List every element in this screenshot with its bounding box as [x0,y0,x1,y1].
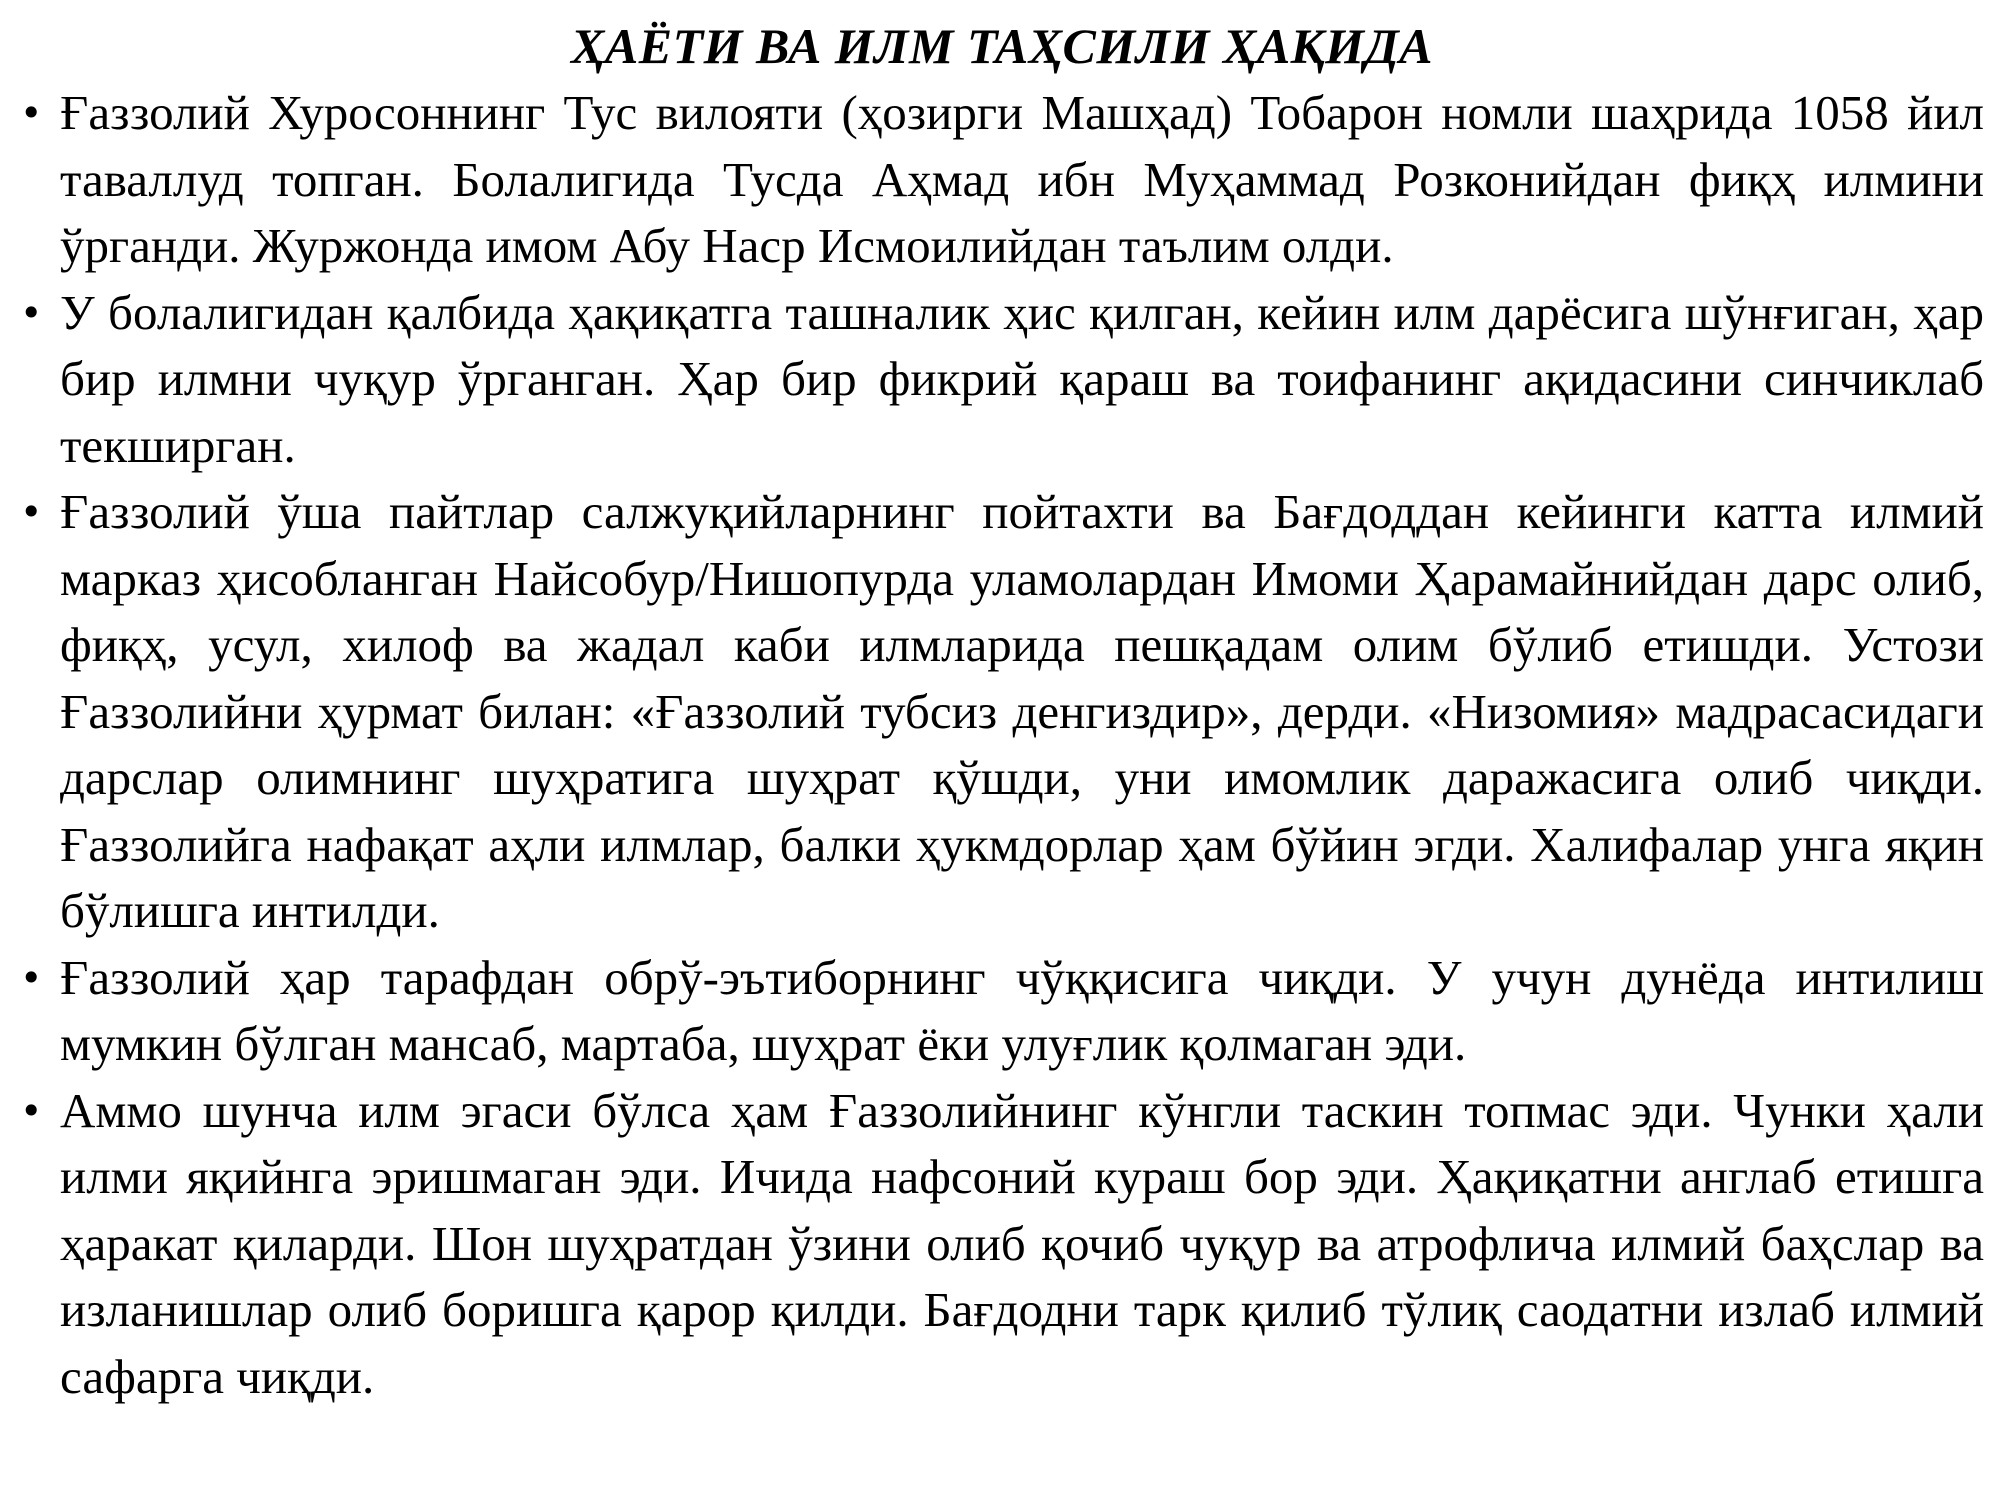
bullet-icon: • [20,955,43,1000]
bullet-icon: • [20,91,43,135]
bullet-item [20,1078,1984,1411]
bullet-icon: • [20,290,43,335]
bullet-item [20,280,1984,480]
bullet-icon: • [20,1088,43,1133]
bullet-text: Аммо шунча илм эгаси бўлса ҳам Ғаззолийнинг кўнгли таскин топмас эди. Чунки ҳали илми яқийнга эришмаган эди. Ичида нафсоний кураш бор эди. Ҳақиқатни англаб етишга ҳаракат қиларди. Шон шуҳратдан ўзини олиб қочиб чуқур ва атрофлича илмий баҳслар ва изланишлар олиб боришга қарор қилди. Бағдодни тарк қилиб тўлиқ саодатни излаб илмий сафарга чиқди. [60,1082,1984,1404]
bullet-item [20,80,1984,280]
bullet-text: Ғаззолий Хуросоннинг Тус вилояти (ҳозирги Машҳад) Тобарон номли шаҳрида 1058 йил таваллуд топган. Болалигида Тусда Аҳмад ибн Муҳаммад Розконийдан фиқҳ илмини ўрганди. Журжонда имом Абу Наср Исмоилийдан таълим олди. [60,85,1984,273]
bullet-item [20,479,1984,945]
bullet-text: Ғаззолий ҳар тарафдан обрў-эътиборнинг чўққисига чиқди. У учун дунёда интилиш мумкин бўлган мансаб, мартаба, шуҳрат ёки улуғлик қолмаган эди. [60,949,1984,1071]
bullet-item [20,945,1984,1078]
page-title: ҲАЁТИ ВА ИЛМ ТАҲСИЛИ ҲАҚИДА [571,18,1433,74]
bullet-text: У болалигидан қалбида ҳақиқатга ташналик ҳис қилган, кейин илм дарёсига шўнғиган, ҳар бир илмни чуқур ўрганган. Ҳар бир фикрий қараш ва тоифанинг ақидасини синчиклаб текширган. [60,284,1984,473]
bullet-icon: • [20,490,43,534]
bullet-list [20,80,1984,1410]
bullet-text: Ғаззолий ўша пайтлар салжуқийларнинг пойтахти ва Бағдоддан кейинги катта илмий марказ ҳисобланган Найсобур/Нишопурда уламолардан Имоми Ҳарамайнийдан дарс олиб, фиқҳ, усул, хилоф ва жадал каби илмларида пешқадам олим бўлиб етишди. Устози Ғаззолийни ҳурмат билан: «Ғаззолий тубсиз денгиздир», дерди. «Низомия» мадрасасидаги дарслар олимнинг шуҳратига шуҳрат қўшди, уни имомлик даражасига олиб чиқди. Ғаззолийга нафақат аҳли илмлар, балки ҳукмдорлар ҳам бўйин эгди. Халифалар унга яқин бўлишга интилди. [60,484,1984,938]
